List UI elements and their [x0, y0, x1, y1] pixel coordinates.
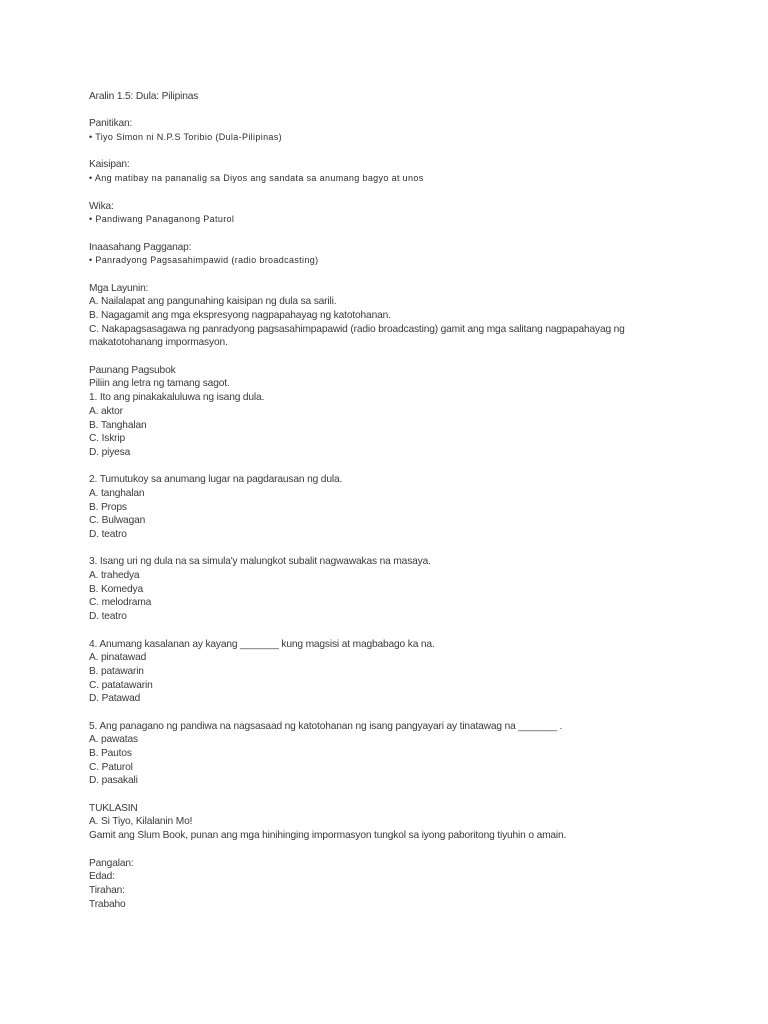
question-text: 4. Anumang kasalanan ay kayang _______ kung magsisi at magbabago ka na. — [89, 638, 435, 650]
field-tirahan: Tirahan: — [89, 884, 125, 896]
choice-a: A. tanghalan — [89, 487, 145, 499]
lesson-title: Aralin 1.5: Dula: Pilipinas — [89, 91, 199, 102]
layunin-item: B. Nagagamit ang mga ekspresyong nagpapahayag ng katotohanan. — [89, 310, 391, 321]
document-page — [89, 90, 729, 911]
question-text: 5. Ang panagano ng pandiwa na nagsasaad ng katotohanan ng isang pangyayari ay tinatawag na _______ . — [89, 720, 563, 732]
pagganap-item: • Panradyong Pagsasahimpawid (radio broadcasting) — [89, 255, 319, 266]
panitikan-item: • Tiyo Simon ni N.P.S Toribio (Dula-Pilipinas) — [89, 132, 282, 143]
choice-a: A. trahedya — [89, 570, 140, 582]
wika-heading: Wika: — [89, 200, 114, 212]
choice-d: D. pasakali — [89, 775, 138, 787]
choice-c: C. Paturol — [89, 761, 133, 773]
choice-d: D. Patawad — [89, 693, 141, 705]
choice-a: A. aktor — [89, 405, 123, 417]
tuklasin-heading: TUKLASIN — [89, 802, 138, 814]
choice-b: B. Komedya — [89, 583, 143, 595]
layunin-heading: Mga Layunin: — [89, 282, 149, 294]
choice-b: B. Pautos — [89, 748, 132, 759]
choice-d: D. teatro — [89, 529, 127, 540]
kaisipan-item: • Ang matibay na pananalig sa Diyos ang sandata sa anumang bagyo at unos — [89, 173, 424, 184]
choice-b: B. patawarin — [89, 665, 144, 677]
choice-c: C. melodrama — [89, 597, 152, 609]
layunin-item: makatotohanang impormasyon. — [89, 337, 228, 349]
question-text: 1. Ito ang pinakakaluluwa ng isang dula. — [89, 392, 265, 404]
layunin-item: C. Nakapagsasagawa ng panradyong pagsasahimpapawid (radio broadcasting) gamit ang mga salitang nagpapahayag ng — [89, 323, 625, 335]
choice-c: C. Iskrip — [89, 433, 126, 445]
question-text: 2. Tumutukoy sa anumang lugar na pagdarausan ng dula. — [89, 474, 343, 486]
wika-item: • Pandiwang Panaganong Paturol — [89, 214, 235, 225]
pagsubok-heading: Paunang Pagsubok — [89, 364, 176, 376]
choice-c: C. Bulwagan — [89, 515, 146, 527]
choice-d: D. piyesa — [89, 446, 131, 458]
question-block — [89, 473, 729, 541]
pagganap-heading: Inaasahang Pagganap: — [89, 241, 192, 253]
question-block — [89, 391, 729, 459]
layunin-item: A. Nailalapat ang pangunahing kaisipan ng dula sa sarili. — [89, 296, 337, 308]
question-block — [89, 638, 729, 706]
field-trabaho: Trabaho — [89, 898, 126, 910]
pagsubok-instruction: Piliin ang letra ng tamang sagot. — [89, 378, 230, 390]
panitikan-heading: Panitikan: — [89, 118, 133, 130]
field-edad: Edad: — [89, 871, 115, 883]
choice-d: D. teatro — [89, 611, 127, 623]
tuklasin-instruction: Gamit ang Slum Book, punan ang mga hinihinging impormasyon tungkol sa iyong paboritong tiyuhin o amain. — [89, 830, 567, 842]
choice-a: A. pinatawad — [89, 652, 147, 664]
choice-b: B. Props — [89, 501, 127, 513]
choice-c: C. patatawarin — [89, 679, 153, 691]
question-block — [89, 720, 729, 788]
choice-a: A. pawatas — [89, 734, 138, 746]
question-text: 3. Isang uri ng dula na sa simula'y malungkot subalit nagwawakas na masaya. — [89, 556, 431, 568]
question-block — [89, 555, 729, 623]
choice-b: B. Tanghalan — [89, 419, 147, 431]
kaisipan-heading: Kaisipan: — [89, 159, 130, 171]
field-pangalan: Pangalan: — [89, 857, 134, 869]
tuklasin-subheading: A. Si Tiyo, Kilalanin Mo! — [89, 816, 193, 828]
